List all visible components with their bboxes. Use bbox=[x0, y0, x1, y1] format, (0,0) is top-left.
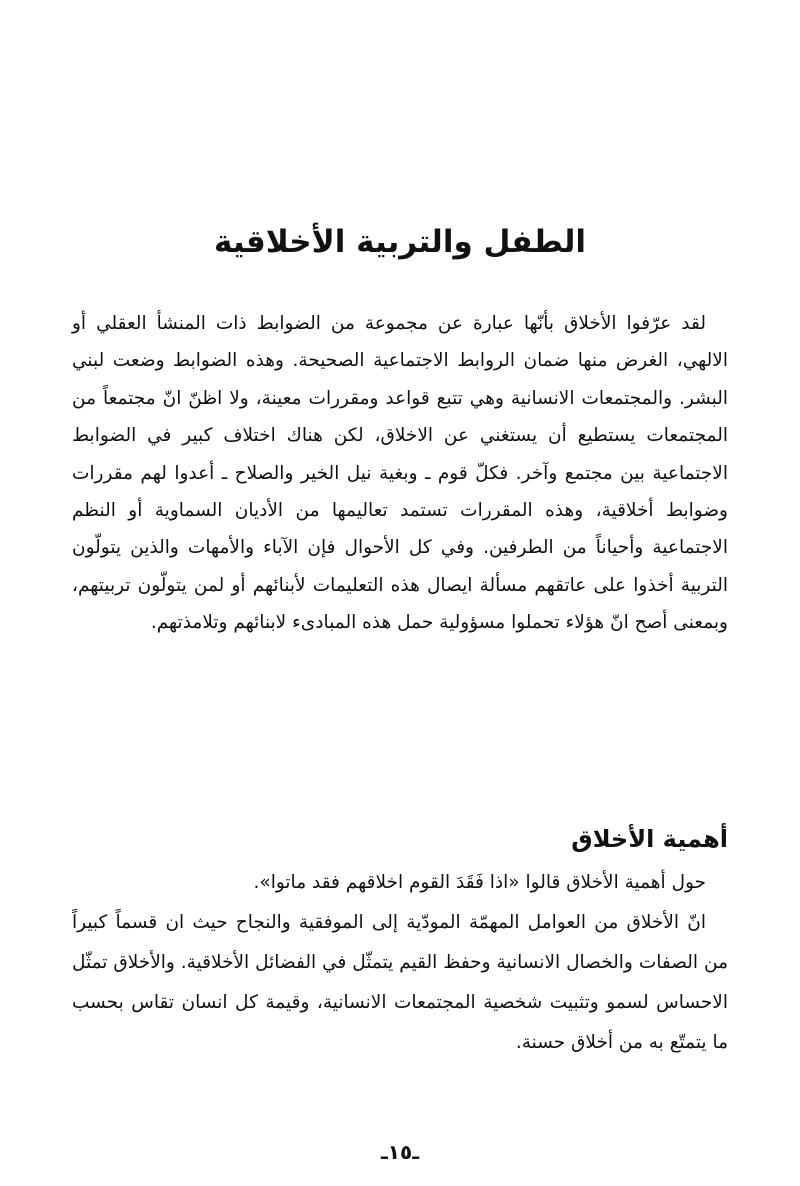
section-heading: أهمية الأخلاق bbox=[571, 825, 728, 853]
intro-section bbox=[72, 305, 728, 642]
quote-paragraph: حول أهمية الأخلاق قالوا «اذا فَقَدَ القوم اخلاقهم فقد ماتوا». bbox=[253, 872, 706, 893]
intro-paragraph: لقد عرّفوا الأخلاق بأنّها عبارة عن مجموعة من الضوابط ذات المنشأ العقلي أو الالهي، الغرض منها ضمان الروابط الاجتماعية الصحيحة. وهذه الضوابط وضعت لبني البشر. والمجتمعات الانسانية وهي تتبع قواعد ومقررات معينة، ولا اظنّ انّ مجتمعاً من المجتمعات يستطيع أن يستغني عن الاخلاق، لكن هناك اختلاف كبير في الضوابط الاجتماعية بين مجتمع وآخر. فكلّ قوم ـ وبغية نيل الخير والصلاح ـ أعدوا لهم مقررات وضوابط أخلاقية، وهذه المقررات تستمد تعاليمها من الأديان السماوية أو النظم الاجتماعية وأحياناً من الطرفين. وفي كل الأحوال فإن الآباء والأمهات والذين يتولّون التربية أخذوا على عاتقهم مسألة ايصال هذه التعليمات لأبنائهم أو لمن يتولّون تربيتهم، وبمعنى أصح انّ هؤلاء تحملوا مسؤولية حمل هذه المبادىء لابنائهم وتلامذتهم. bbox=[72, 313, 728, 634]
page-number: ـ١٥ـ bbox=[380, 1140, 420, 1164]
chapter-title: الطفل والتربية الأخلاقية bbox=[214, 224, 586, 260]
importance-paragraph: انّ الأخلاق من العوامل المهمّة المودّية إلى الموفقية والنجاح حيث ان قسماً كبيراً من الصفات والخصال الانسانية وحفظ القيم يتمثّل في الفضائل الأخلاقية. والأخلاق تمثّل الاحساس لسمو وتثبيت شخصية المجتمعات الانسانية، وقيمة كل انسان تقاس بحسب ما يتمتّع به من أخلاق حسنة. bbox=[72, 912, 728, 1053]
importance-section bbox=[72, 863, 728, 1063]
